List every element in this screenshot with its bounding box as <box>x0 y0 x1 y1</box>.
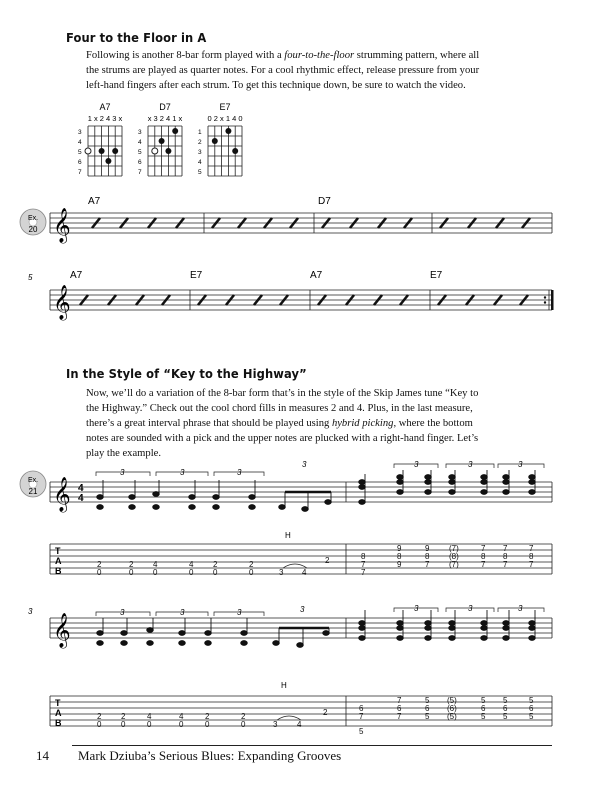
svg-text:5: 5 <box>481 696 486 705</box>
svg-text:8: 8 <box>503 552 508 561</box>
fret-number: 5 <box>198 169 202 176</box>
hammer-on-label: H <box>285 531 291 540</box>
example-label: Ex. <box>27 477 39 484</box>
chord-name: D7 <box>159 102 171 112</box>
svg-text:2: 2 <box>325 556 330 565</box>
ex21-notation-system-1 <box>0 456 600 586</box>
repeat-dot <box>544 301 546 303</box>
fret-number: 6 <box>78 159 82 166</box>
triplet-brackets <box>96 464 544 476</box>
fret-number: 1 <box>198 129 202 136</box>
fret-number: 3 <box>198 149 202 156</box>
tab-clef-letter: B <box>55 566 62 576</box>
triplet-label: 3 <box>237 468 242 477</box>
treble-clef: 𝄞 <box>53 209 71 242</box>
svg-text:7: 7 <box>425 560 430 569</box>
chord-diagram-e7 <box>198 102 243 176</box>
svg-text:6: 6 <box>397 704 402 713</box>
finger-dot <box>225 128 231 134</box>
svg-text:5: 5 <box>529 712 534 721</box>
tab-staff <box>50 544 552 574</box>
svg-text:4: 4 <box>147 712 152 721</box>
triplet-label: 3 <box>237 608 242 617</box>
svg-text:6: 6 <box>425 704 430 713</box>
triplet-label: 3 <box>468 604 473 613</box>
svg-text:0: 0 <box>179 720 184 729</box>
notes <box>97 610 536 647</box>
section-intro-paragraph <box>86 48 486 93</box>
finger-dot <box>172 128 178 134</box>
fret-number: 2 <box>198 139 202 146</box>
svg-text:7: 7 <box>397 712 402 721</box>
tab-clef-letter: T <box>55 546 61 556</box>
svg-text:8: 8 <box>529 552 534 561</box>
svg-text:5: 5 <box>529 696 534 705</box>
ex20-staff-system-1 <box>0 188 600 250</box>
svg-text:9: 9 <box>397 544 402 553</box>
book-title: Mark Dziuba’s Serious Blues: Expanding Grooves <box>78 748 342 763</box>
chord-symbol: A7 <box>70 270 83 281</box>
page-number: 14 <box>36 748 49 763</box>
svg-text:0: 0 <box>129 568 134 577</box>
finger-dot <box>212 138 218 144</box>
example-number: 20 <box>28 225 38 234</box>
cd-icon <box>20 209 46 235</box>
treble-clef: 𝄞 <box>53 286 71 319</box>
tab-clef-letter: A <box>55 708 62 718</box>
triplet-label: 3 <box>414 604 419 613</box>
finger-dot <box>159 138 165 144</box>
triplet-label: 3 <box>518 604 523 613</box>
treble-clef: 𝄞 <box>53 614 71 647</box>
triplet-label: 3 <box>468 460 473 469</box>
triplet-label: 3 <box>300 605 305 614</box>
open-root-marker <box>152 148 158 154</box>
svg-text:2: 2 <box>129 560 134 569</box>
svg-text:9: 9 <box>397 560 402 569</box>
para-emphasis: four-to-the-floor <box>284 50 355 61</box>
footer-rule <box>72 745 552 746</box>
section-heading-key-to-the-highway: In the Style of “Key to the Highway” <box>66 366 307 381</box>
fret-number: 7 <box>138 169 142 176</box>
chord-symbol: E7 <box>190 270 203 281</box>
staff-lines <box>50 290 552 310</box>
svg-text:6: 6 <box>503 704 508 713</box>
svg-text:(7): (7) <box>449 560 459 569</box>
example-number: 21 <box>28 487 38 496</box>
svg-text:4: 4 <box>189 560 194 569</box>
svg-text:5: 5 <box>425 696 430 705</box>
chord-diagrams <box>70 100 260 180</box>
svg-text:7: 7 <box>503 544 508 553</box>
svg-text:0: 0 <box>153 568 158 577</box>
svg-text:5: 5 <box>425 712 430 721</box>
fret-number: 5 <box>78 149 82 156</box>
svg-text:3: 3 <box>279 568 284 577</box>
svg-text:8: 8 <box>361 552 366 561</box>
notes <box>97 470 536 511</box>
finger-dot <box>105 158 111 164</box>
svg-text:7: 7 <box>481 544 486 553</box>
chord-symbol: A7 <box>88 196 101 207</box>
chord-diagram-d7 <box>138 102 183 176</box>
svg-text:8: 8 <box>397 552 402 561</box>
svg-text:2: 2 <box>249 560 254 569</box>
svg-text:7: 7 <box>503 560 508 569</box>
triplet-label: 3 <box>180 468 185 477</box>
svg-text:5: 5 <box>503 696 508 705</box>
finger-dot <box>99 148 105 154</box>
svg-text:0: 0 <box>213 568 218 577</box>
triplet-label: 3 <box>302 460 307 469</box>
finger-dot <box>165 148 171 154</box>
open-root-marker <box>85 148 91 154</box>
treble-clef: 𝄞 <box>53 478 71 511</box>
svg-text:2: 2 <box>205 712 210 721</box>
chord-symbol: A7 <box>310 270 323 281</box>
fret-number: 7 <box>78 169 82 176</box>
para-text: strumming pattern, where all the strums are played as quarter notes. For a cool rhythmic effect, release pressure from your left-hand fingers after each strum. To get this technique down, be sure to watch the video. <box>86 50 480 91</box>
svg-text:3: 3 <box>273 720 278 729</box>
svg-text:7: 7 <box>529 560 534 569</box>
cd-icon <box>20 471 46 497</box>
fret-number: 3 <box>78 129 82 136</box>
svg-text:2: 2 <box>241 712 246 721</box>
svg-text:2: 2 <box>213 560 218 569</box>
tab-numbers <box>97 544 534 577</box>
svg-text:7: 7 <box>361 568 366 577</box>
triplet-brackets <box>96 608 544 616</box>
svg-text:7: 7 <box>397 696 402 705</box>
svg-text:0: 0 <box>121 720 126 729</box>
chord-name: A7 <box>99 102 111 112</box>
svg-text:0: 0 <box>189 568 194 577</box>
para-text: Now, we’ll do a variation of the 8-bar form that’s in the style of the Skip James tune “Key to the Highway.” Check out the cool chord fills in measures 2 and 4. Plus, in the last measure, there’s a great interval phrase that should be played using <box>86 388 479 429</box>
svg-text:7: 7 <box>359 712 364 721</box>
svg-text:7: 7 <box>529 544 534 553</box>
time-signature: 4 <box>78 483 84 494</box>
svg-text:2: 2 <box>121 712 126 721</box>
chord-fingering: 1 x 2 4 3 x <box>87 114 123 123</box>
chord-fingering: 0 2 x 1 4 0 <box>207 114 243 123</box>
svg-text:4: 4 <box>179 712 184 721</box>
fret-number: 5 <box>138 149 142 156</box>
measure-number: 5 <box>28 273 33 282</box>
tab-clef-letter: T <box>55 698 61 708</box>
svg-text:(8): (8) <box>449 552 459 561</box>
chord-fingering: x 3 2 4 1 x <box>147 114 183 123</box>
section-heading-four-to-the-floor: Four to the Floor in A <box>66 30 207 45</box>
finger-dot <box>232 148 238 154</box>
hammer-on-label: H <box>281 681 287 690</box>
fret-number: 4 <box>138 139 142 146</box>
fret-number: 4 <box>78 139 82 146</box>
triplet-label: 3 <box>518 460 523 469</box>
para-text: , where the bottom notes are sounded with a pick and the upper notes are plucked with a right-hand finger. Let’s play the example. <box>86 418 479 459</box>
svg-text:7: 7 <box>361 560 366 569</box>
chord-symbol: D7 <box>318 196 331 207</box>
svg-text:4: 4 <box>153 560 158 569</box>
svg-text:4: 4 <box>297 720 302 729</box>
svg-text:2: 2 <box>97 560 102 569</box>
svg-text:7: 7 <box>481 560 486 569</box>
ex20-staff-system-2 <box>0 264 600 326</box>
svg-text:(7): (7) <box>449 544 459 553</box>
svg-text:0: 0 <box>241 720 246 729</box>
tab-clef-letter: A <box>55 556 62 566</box>
final-barline <box>551 290 554 310</box>
svg-text:0: 0 <box>97 568 102 577</box>
chord-diagram-a7 <box>78 102 123 176</box>
svg-text:0: 0 <box>147 720 152 729</box>
svg-text:0: 0 <box>205 720 210 729</box>
svg-text:8: 8 <box>481 552 486 561</box>
example-label: Ex. <box>27 215 39 222</box>
svg-text:2: 2 <box>97 712 102 721</box>
triplet-label: 3 <box>120 468 125 477</box>
section-intro-paragraph <box>86 386 481 461</box>
measure-number: 3 <box>28 607 33 616</box>
fret-number: 3 <box>138 129 142 136</box>
svg-text:(6): (6) <box>447 704 457 713</box>
svg-text:6: 6 <box>529 704 534 713</box>
chord-symbol: E7 <box>430 270 443 281</box>
chord-name: E7 <box>219 102 231 112</box>
svg-text:5: 5 <box>503 712 508 721</box>
tab-clef-letter: B <box>55 718 62 728</box>
para-text: Following is another 8-bar form played with a <box>86 50 285 61</box>
repeat-dot <box>544 296 546 298</box>
svg-text:6: 6 <box>359 704 364 713</box>
svg-text:0: 0 <box>249 568 254 577</box>
triplet-label: 3 <box>180 608 185 617</box>
fret-number: 6 <box>138 159 142 166</box>
svg-text:5: 5 <box>481 712 486 721</box>
time-signature: 4 <box>78 493 84 504</box>
finger-dot <box>112 148 118 154</box>
svg-text:(5): (5) <box>447 696 457 705</box>
svg-text:5: 5 <box>359 727 364 734</box>
ex21-notation-system-2 <box>0 604 600 734</box>
fret-number: 4 <box>198 159 202 166</box>
svg-text:2: 2 <box>323 708 328 717</box>
svg-text:9: 9 <box>425 544 430 553</box>
para-emphasis: hybrid picking <box>331 418 394 429</box>
svg-text:(5): (5) <box>447 712 457 721</box>
triplet-label: 3 <box>120 608 125 617</box>
svg-text:0: 0 <box>97 720 102 729</box>
svg-text:8: 8 <box>425 552 430 561</box>
triplet-label: 3 <box>414 460 419 469</box>
svg-text:4: 4 <box>302 568 307 577</box>
svg-text:6: 6 <box>481 704 486 713</box>
